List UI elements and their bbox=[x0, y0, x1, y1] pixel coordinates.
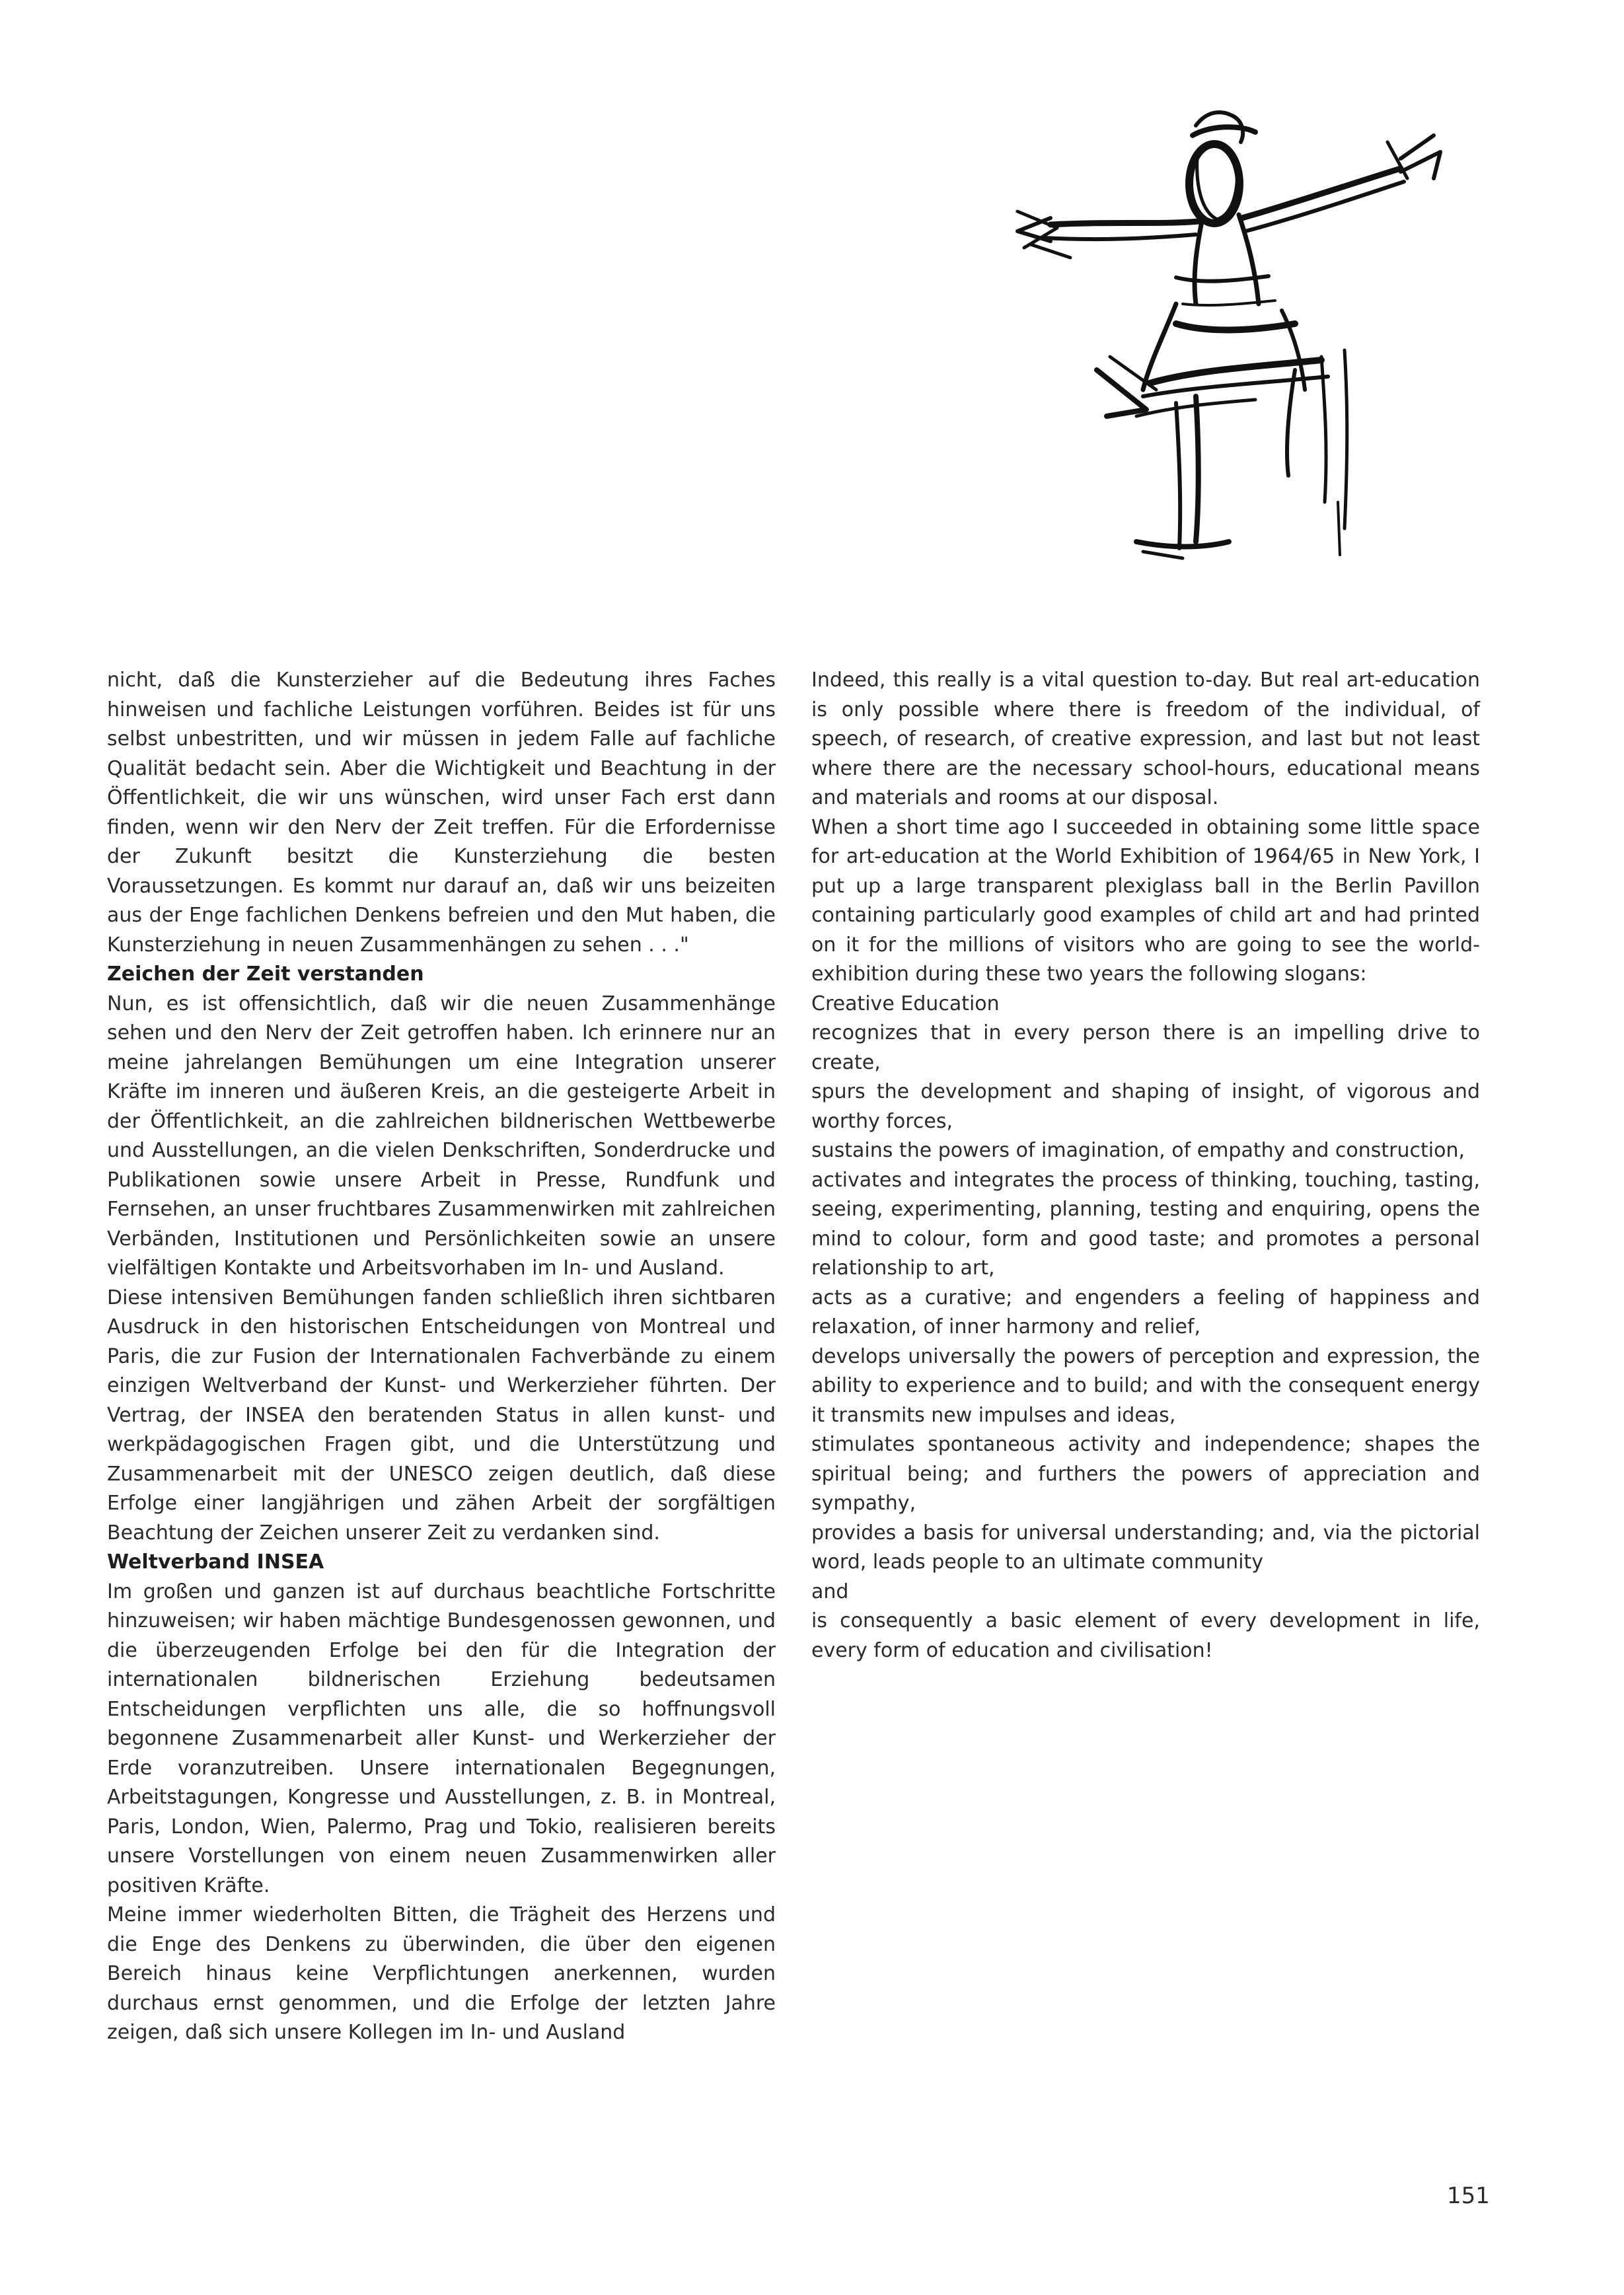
left-paragraph-1: nicht, daß die Kunsterzieher auf die Bedeutung ihres Faches hinweisen und fachliche Leistungen vorführen. Beides ist für uns selbst unbestritten, und wir müssen in jedem Falle auf fachliche Qualität bedacht sein. Aber die Wichtigkeit und Beachtung in der Öffentlichkeit, die wir uns wünschen, wird unser Fach erst dann finden, wenn wir den Nerv der Zeit treffen. Für die Erfordernisse der Zukunft besitzt die Kunsterziehung die besten Voraussetzungen. Es kommt nur darauf an, daß wir uns beizeiten aus der Enge fachlichen Denkens befreien und den Mut haben, die Kunsterziehung in neuen Zusammenhängen zu sehen . . ." bbox=[107, 669, 776, 957]
slogan-line: stimulates spontaneous activity and independence; shapes the spiritual being; and furthers the powers of appreciation and sympathy, bbox=[811, 1433, 1480, 1515]
heading-zeichen-der-zeit: Zeichen der Zeit verstanden bbox=[107, 963, 424, 986]
heading-weltverband-insea: Weltverband INSEA bbox=[107, 1550, 324, 1574]
left-paragraph-2: Nun, es ist offensichtlich, daß wir die neuen Zusammenhänge sehen und den Nerv der Zeit getroffen haben. Ich erinnere nur an meine jahrelangen Bemühungen um eine Integration unserer Kräfte im inneren und äußeren Kreis, an die gesteigerte Arbeit in der Öffentlichkeit, an die zahlreichen bildnerischen Wettbewerbe und Ausstellungen, an die vielen Denkschriften, Sonderdrucke und Publikationen sowie unsere Arbeit in Presse, Rundfunk und Fernsehen, an unser fruchtbares Zusammenwirken mit zahlreichen Verbänden, Institutionen und Persönlichkeiten sowie an unsere vielfältigen Kontakte und Arbeitsvorhaben im In- und Ausland. bbox=[107, 992, 776, 1280]
slogan-line: develops universally the powers of perception and expression, the ability to experience and to build; and with the consequent energy it transmits new impulses and ideas, bbox=[811, 1344, 1480, 1427]
slogan-line: provides a basis for universal understanding; and, via the pictorial word, leads people to an ultimate community bbox=[811, 1521, 1480, 1574]
right-paragraph-2: When a short time ago I succeeded in obtaining some little space for art-education at the World Exhibition of 1964/65 in New York, I put up a large transparent plexiglass ball in the Berlin Pavillon containing particularly good examples of child art and had printed on it for the millions of visitors who are going to see the world-exhibition during these two years the following slogans: bbox=[811, 815, 1480, 986]
left-paragraph-5: Meine immer wiederholten Bitten, die Trägheit des Herzens und die Enge des Denkens zu überwinden, die über den eigenen Bereich hinaus keine Verpflichtungen anerkennen, wurden durchaus ernst genommen, und die Erfolge der letzten Jahre zeigen, daß sich unsere Kollegen im In- und Ausland bbox=[107, 1903, 776, 2044]
slogan-line: is consequently a basic element of every development in life, every form of education and civilisation! bbox=[811, 1609, 1480, 1662]
slogan-line: spurs the development and shaping of insight, of vigorous and worthy forces, bbox=[811, 1080, 1480, 1133]
slogan-line: and bbox=[811, 1580, 849, 1603]
slogan-line: acts as a curative; and engenders a feeling of happiness and relaxation, of inner harmony and relief, bbox=[811, 1286, 1480, 1338]
left-paragraph-3: Diese intensiven Bemühungen fanden schließlich ihren sichtbaren Ausdruck in den historischen Entscheidungen von Montreal und Paris, die zur Fusion der Internationalen Fachverbände zu einem einzigen Weltverband der Kunst- und Werkerzieher führten. Der Vertrag, der INSEA den beratenden Status in allen kunst- und werkpädagogischen Fragen gibt, und die Unterstützung und Zusammenarbeit mit der UNESCO zeigen deutlich, daß diese Erfolge einer langjährigen und zähen Arbeit der sorgfältigen Beachtung der Zeichen unserer Zeit zu verdanken sind. bbox=[107, 1286, 776, 1545]
slogan-line: recognizes that in every person there is an impelling drive to create, bbox=[811, 1021, 1480, 1074]
slogan-title: Creative Education bbox=[811, 992, 1000, 1015]
right-column bbox=[811, 666, 1480, 1665]
slogan-line: activates and integrates the process of thinking, touching, tasting, seeing, experimenting, planning, testing and enquiring, opens the mind to colour, form and good taste; and promotes a personal relationship to art, bbox=[811, 1168, 1480, 1280]
slogan-line: sustains the powers of imagination, of empathy and construction, bbox=[811, 1139, 1465, 1162]
left-column bbox=[107, 666, 776, 2048]
page-number: 151 bbox=[1447, 2183, 1490, 2209]
left-paragraph-4: Im großen und ganzen ist auf durchaus beachtliche Fortschritte hinzuweisen; wir haben mächtige Bundesgenossen gewonnen, und die überzeugenden Erfolge bei den für die Integration der internationalen bildnerischen Erziehung bedeutsamen Entscheidungen verpflichten uns alle, die so hoffnungsvoll begonnene Zusammenarbeit aller Kunst- und Werkerzieher der Erde voranzutreiben. Unsere internationalen Begegnungen, Arbeitstagungen, Kongresse und Ausstellungen, z. B. in Montreal, Paris, London, Wien, Palermo, Prag und Tokio, realisieren bereits unsere Vorstellungen von einem neuen Zusammenwirken aller positiven Kräfte. bbox=[107, 1580, 776, 1897]
seated-figure-sketch-icon bbox=[978, 106, 1493, 581]
right-paragraph-1: Indeed, this really is a vital question to-day. But real art-education is only possible where there is freedom of the individual, of speech, of research, of creative expression, and last but not least where there are the necessary school-hours, educational means and materials and rooms at our disposal. bbox=[811, 669, 1480, 809]
